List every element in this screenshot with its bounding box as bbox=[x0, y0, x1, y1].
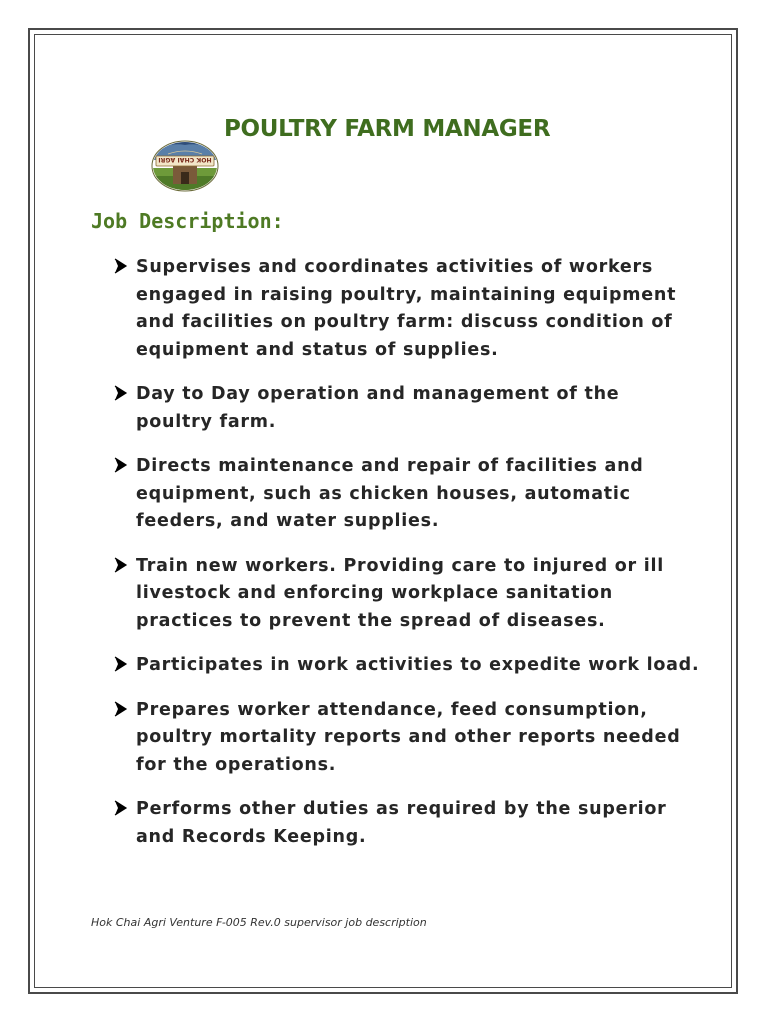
arrowhead-bullet-icon bbox=[112, 653, 130, 675]
logo-lettering: HOK CHAI AGRI bbox=[158, 156, 212, 164]
list-item-text: Participates in work activities to expedite work load. bbox=[136, 655, 700, 675]
list-item-text: Train new workers. Providing care to injured or ill livestock and enforcing workplace sanitation practices to prevent the spread of diseases. bbox=[136, 555, 665, 631]
list-item-text: Performs other duties as required by the superior and Records Keeping. bbox=[136, 799, 667, 847]
document-footer: Hok Chai Agri Venture F-005 Rev.0 supervisor job description bbox=[91, 916, 427, 929]
page-title: POULTRY FARM MANAGER bbox=[224, 116, 551, 142]
arrowhead-bullet-icon bbox=[112, 454, 130, 476]
list-item bbox=[112, 553, 702, 636]
list-item-text: Supervises and coordinates activities of workers engaged in raising poultry, maintaining equipment and facilities on poultry farm: discuss condition of equipment and status of supplies. bbox=[136, 257, 677, 360]
arrowhead-bullet-icon bbox=[112, 698, 130, 720]
arrowhead-bullet-icon bbox=[112, 554, 130, 576]
duties-list bbox=[112, 254, 702, 868]
list-item bbox=[112, 796, 702, 851]
list-item bbox=[112, 381, 702, 436]
list-item bbox=[112, 254, 702, 364]
arrowhead-bullet-icon bbox=[112, 797, 130, 819]
list-item-text: Directs maintenance and repair of facilities and equipment, such as chicken houses, automatic feeders, and water supplies. bbox=[136, 456, 644, 531]
arrowhead-bullet-icon bbox=[112, 255, 130, 277]
list-item-text: Day to Day operation and management of the poultry farm. bbox=[136, 384, 620, 432]
list-item-text: Prepares worker attendance, feed consumption, poultry mortality reports and other reports needed for the operations. bbox=[136, 699, 681, 775]
list-item bbox=[112, 453, 702, 536]
farm-logo bbox=[150, 138, 220, 192]
section-heading: Job Description: bbox=[91, 209, 284, 233]
list-item bbox=[112, 652, 702, 680]
list-item bbox=[112, 697, 702, 780]
arrowhead-bullet-icon bbox=[112, 382, 130, 404]
